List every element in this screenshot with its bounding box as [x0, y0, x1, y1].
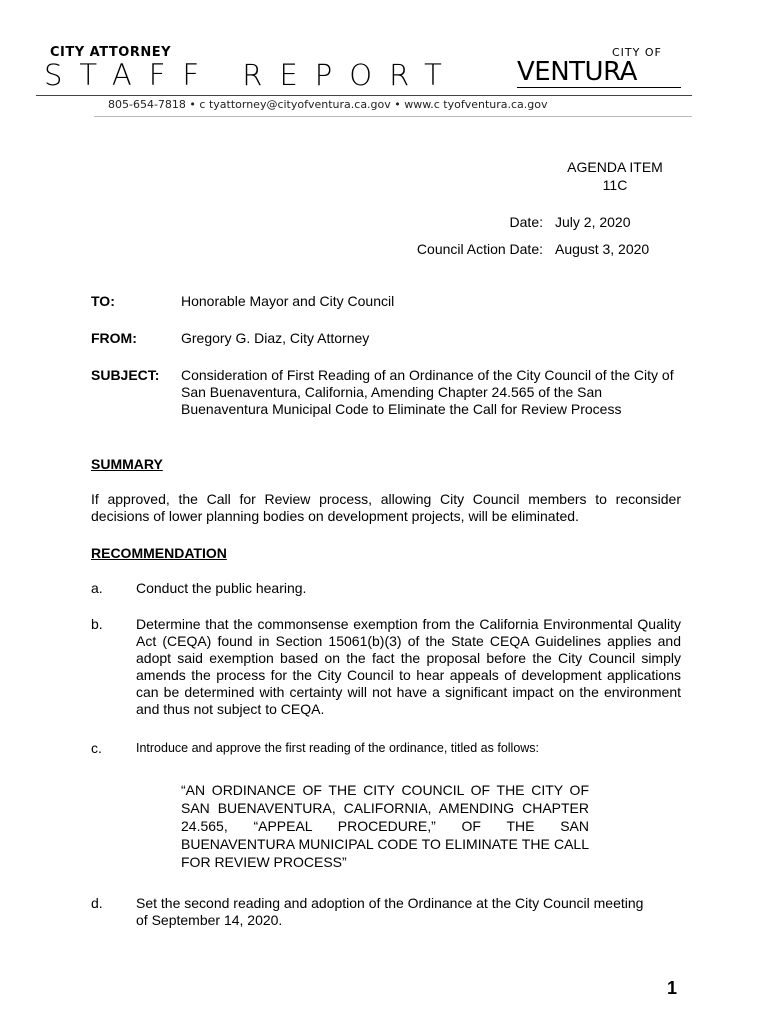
- item-b-marker: b.: [91, 616, 103, 632]
- date-label: Date:: [509, 214, 543, 230]
- item-a-marker: a.: [91, 580, 103, 596]
- to-label: TO:: [91, 293, 115, 309]
- ordinance-title: “AN ORDINANCE OF THE CITY COUNCIL OF THE CITY OF SAN BUENAVENTURA, CALIFORNIA, AMENDING CHAPTER 24.565, “APPEAL PROCEDURE,” OF THE SAN BUENAVENTURA MUNICIPAL CODE TO ELIMINATE THE CALL FOR REVIEW PROCESS”: [181, 782, 589, 870]
- logo-underline: [517, 87, 681, 88]
- letterhead-rule: [36, 95, 692, 96]
- ventura-logo-text: VENTURA: [517, 57, 637, 87]
- council-action-date-value: August 3, 2020: [555, 241, 650, 257]
- city-of-label: CITY OF: [612, 46, 662, 59]
- report-title: STAFF REPORT: [44, 58, 459, 92]
- date-value: July 2, 2020: [555, 214, 631, 230]
- item-c-text: Introduce and approve the first reading of the ordinance, titled as follows:: [136, 741, 540, 755]
- contact-line: 805-654-7818 • c tyattorney@cityofventura.ca.gov • www.c tyofventura.ca.gov: [108, 98, 548, 111]
- council-action-date-label: Council Action Date:: [416, 241, 543, 257]
- agenda-item-label: AGENDA ITEM: [567, 159, 663, 175]
- department-name: CITY ATTORNEY: [50, 45, 172, 60]
- item-b-text: Determine that the commonsense exemption from the California Environmental Quality Act (CEQA) found in Section 15061(b)(3) of the State CEQA Guidelines applies and adopt said exemption based on the fact the proposal before the City Council simply amends the process for the City Council to hear appeals of development applications can be determined with certainty will not have a significant impact on the environment and thus not subject to CEQA.: [136, 616, 681, 717]
- agenda-item-number: 11C: [602, 177, 628, 193]
- to-value: Honorable Mayor and City Council: [181, 293, 395, 309]
- subject-value: Consideration of First Reading of an Ordinance of the City Council of the City of San Buenaventura, California, Amending Chapter 24.565 of the San Buenaventura Municipal Code to Eliminate the Call for Review Process: [181, 367, 674, 417]
- page-number: 1: [667, 978, 678, 998]
- summary-text: If approved, the Call for Review process, allowing City Council members to reconsider decisions of lower planning bodies on development projects, will be eliminated.: [91, 491, 681, 524]
- ventura-logo: [517, 58, 687, 88]
- subject-label: SUBJECT:: [91, 367, 160, 383]
- item-c-marker: c.: [91, 740, 102, 756]
- from-label: FROM:: [91, 330, 137, 346]
- item-d-text: Set the second reading and adoption of the Ordinance at the City Council meeting of September 14, 2020.: [136, 895, 644, 928]
- recommendation-heading: RECOMMENDATION: [91, 545, 227, 561]
- item-d-marker: d.: [91, 895, 103, 911]
- summary-heading: SUMMARY: [91, 456, 163, 472]
- letterhead-subrule: [94, 116, 692, 117]
- item-a-text: Conduct the public hearing.: [136, 580, 307, 596]
- from-value: Gregory G. Diaz, City Attorney: [181, 330, 370, 346]
